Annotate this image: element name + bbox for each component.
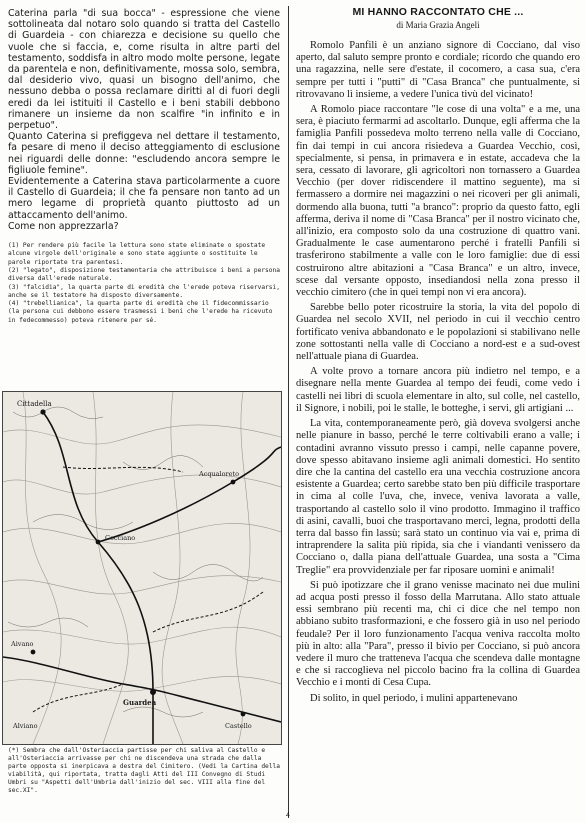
column-divider [288, 6, 289, 818]
footnote: (1) Per rendere più facile la lettura sono state eliminate o spostate alcune virgole dell'originale e sono state aggiunte o sostituite le parole riportate tra parentesi. [8, 242, 266, 266]
map-label: Cittadella [17, 400, 52, 408]
footnote: (4) "trebellianica", la quarta parte di eredità che il fidecommissario (la persona cui debbono essere trasmessi i beni che l'erede ha ricevuto in fedecommesso) poteva ritenere per sé. [8, 300, 273, 324]
article-body [296, 40, 580, 705]
left-paragraph: Evidentemente a Caterina stava particolarmente a cuore il Castello di Guardeia; il che fa pensare non tanto ad un mero legame di proprietà quanto piuttosto ad un attaccamento dell'animo. [8, 176, 280, 221]
article-paragraph: Sarebbe bello poter ricostruire la storia, la vita del popolo di Guardea nel secolo XVII, nel periodo in cui il vecchio centro fortificato veniva abbandonato e le popolazioni si stabilivano nelle zone sottostanti nella valle di Cocciano a nord-est e a sud-ovest nell'attuale piana di Guardea. [296, 302, 580, 363]
article-paragraph: Si può ipotizzare che il grano venisse macinato nei due mulini ad acqua posti presso il fosso della Marrutana. Allo stato attuale essi sembrano più recenti ma, chi ci dice che nel tempo non abbiano subito trasformazioni, e che fossero già in uso nel periodo feudale? Per il loro funzionamento l'acqua veniva raccolta molto più in alto: alla "Para", presso il bivio per Cocciano, si può ancora vedere il muro che tratteneva l'acqua che scendeva dalle montagne e che si raccoglieva nel piccolo bacino fra la collina di Guardea Vecchio e i monti di Cesa Cupa. [296, 579, 580, 689]
footnotes [8, 242, 280, 325]
left-column [8, 8, 280, 325]
article-author: di Maria Grazia Angeli [396, 20, 480, 30]
map-label: Alviano [13, 722, 38, 730]
road-map-image [2, 391, 282, 745]
article-paragraph: A volte provo a tornare ancora più indietro nel tempo, e a disegnare nella mente Guardea al tempo dei feudi, come vedo i castelli nei libri di scuola elementare in alto, sul colle, nel castello, il Signore, i nobili, poi le stalle, le botteghe, i servi, gli artigiani ... [296, 366, 580, 414]
map-label: Cocciano [105, 534, 136, 542]
article-title: MI HANNO RACCONTATO CHE ... [352, 6, 524, 18]
map-label: Castello [225, 722, 252, 730]
page-number: 4 [286, 812, 290, 819]
footnote: (2) "legato", disposizione testamentaria che attribuisce i beni a persona diversa dall'erede naturale. [8, 266, 280, 283]
map-drawing [3, 392, 281, 744]
left-paragraph: Come non apprezzarla? [8, 220, 119, 232]
map-label: Acqualoreto [199, 470, 240, 478]
article-paragraph: Romolo Panfili è un anziano signore di Cocciano, dal viso aperto, dal saluto sempre pronto e cordiale; ricordo che quando ero una ragazzina, nelle sere d'estate, il cocomero, a casa sua, c'era sempre per tutti i "putti" di "Casa Branca" che puntualmente, si ritrovavano lì insieme, a vedere l'unica tivù del vicinato! [296, 40, 580, 100]
footnote: (3) "falcidia", la quarta parte di eredità che l'erede poteva riservarsi, anche se il testatore ha disposto diversamente. [8, 283, 280, 299]
right-column [296, 6, 580, 708]
article-paragraph: Di solito, in quel periodo, i mulini appartenevano [310, 692, 518, 704]
article-paragraph: La vita, contemporaneamente però, già doveva svolgersi anche nelle pianure in basso, perché le terre coltivabili erano a valle; i contadini avranno vissuto presso i campi, nelle capanne povere, dove spesso abitavano insieme agli animali domestici. Ho sentito dire che la cantina del castello era una vecchia costruzione ancora esistente a Guardea; certo sarebbe stato ben più difficile trasportare in cima al colle l'uva, che, invece, veniva lavorata a valle, trasportando al castello solo il vino prodotto. Immagino il traffico di asini, cavalli, buoi che trasportavano merci, legna, prodotti della terra dal basso fin lassù; sarà stato un continuo via vai e, prima di intraprendere la salita più ripida, sia che i viandanti venissero da Cocciano o, dalla piana dell'attuale Guardea, una sosta a "Cima Treglie" era provvidenziale per far riposare uomini e animali! [296, 418, 580, 576]
left-paragraph: Quanto Caterina si prefiggeva nel dettare il testamento, fa pesare di meno il deciso atteggiamento di esclusione nei riguardi delle donne: "escludendo ancora sempre le figliuole femine". [8, 131, 280, 176]
map-caption: (*) Sembra che dall'Osteriaccia partisse per chi saliva al Castello e all'Osteriaccia arrivasse per chi ne discendeva una strada che dalla parte opposta si inerpicava a destra del Cimitero. (Vedi la Cartina della viabilità, qui riportata, tratta dagli Atti del III Convegno di Studi Umbri su "Aspetti dell'Umbria dall'inizio del sec. VIII alla fine del sec.XI". [8, 747, 280, 795]
map-label: Guardea [123, 698, 157, 707]
article-paragraph: A Romolo piace raccontare "le cose di una volta" e a me, una sera, è piaciuto fermarmi ad ascoltarlo. Dunque, egli afferma che la famiglia Panfili possedeva molto terreno nella valle di Cocciano, fin dai tempi in cui ancora risiedeva a Guardea Vecchio, così, specialmente, si pensa, in primavera e in estate, accadeva che la sera, cessato di lavorare, gli agricoltori non tornassero a Guardea Vecchio (per dover ridiscendere il mattino seguente), ma si fermassero a dormire nei magazzini o nei ricoveri per gli animali, dormendo alla buona, tutti "a branco": proprio da questo fatto, egli afferma, deriva il nome di "Casa Branca" per il nostro vicinato che, all'inizio, era composto solo da una costruzione di quattro vani. Gradualmente le case aumentarono perché i fratelli Panfili si trasferirono stabilmente a valle con le loro famiglie: due di essi costruirono altre abitazioni a "Casa Branca" e un altro, invece, scese dal versante opposto, insediandosi nella zona presso il vecchio cimitero (che in quei tempi non vi era ancora). [296, 104, 580, 299]
left-paragraph: Caterina parla "di sua bocca" - espressione che viene sottolineata dal notaro solo quando si tratta del Castello di Guardeia - con chiarezza e decisione su quello che vuole che si faccia, e, come risulta in altre parti del testamento, soddisfa in altro modo molte persone, legate da parentela e non, definitivamente, mossa solo, sembra, dal desiderio vivo, quasi un bisogno dell'animo, che nessuno debba o possa reclamare diritti al di fuori degli eredi da lei istituiti il Castello e i beni stabili debbono rimanere un insieme da non scalfire "in infinito e in perpetuo". [8, 8, 280, 132]
map-label: Aivano [11, 640, 34, 648]
